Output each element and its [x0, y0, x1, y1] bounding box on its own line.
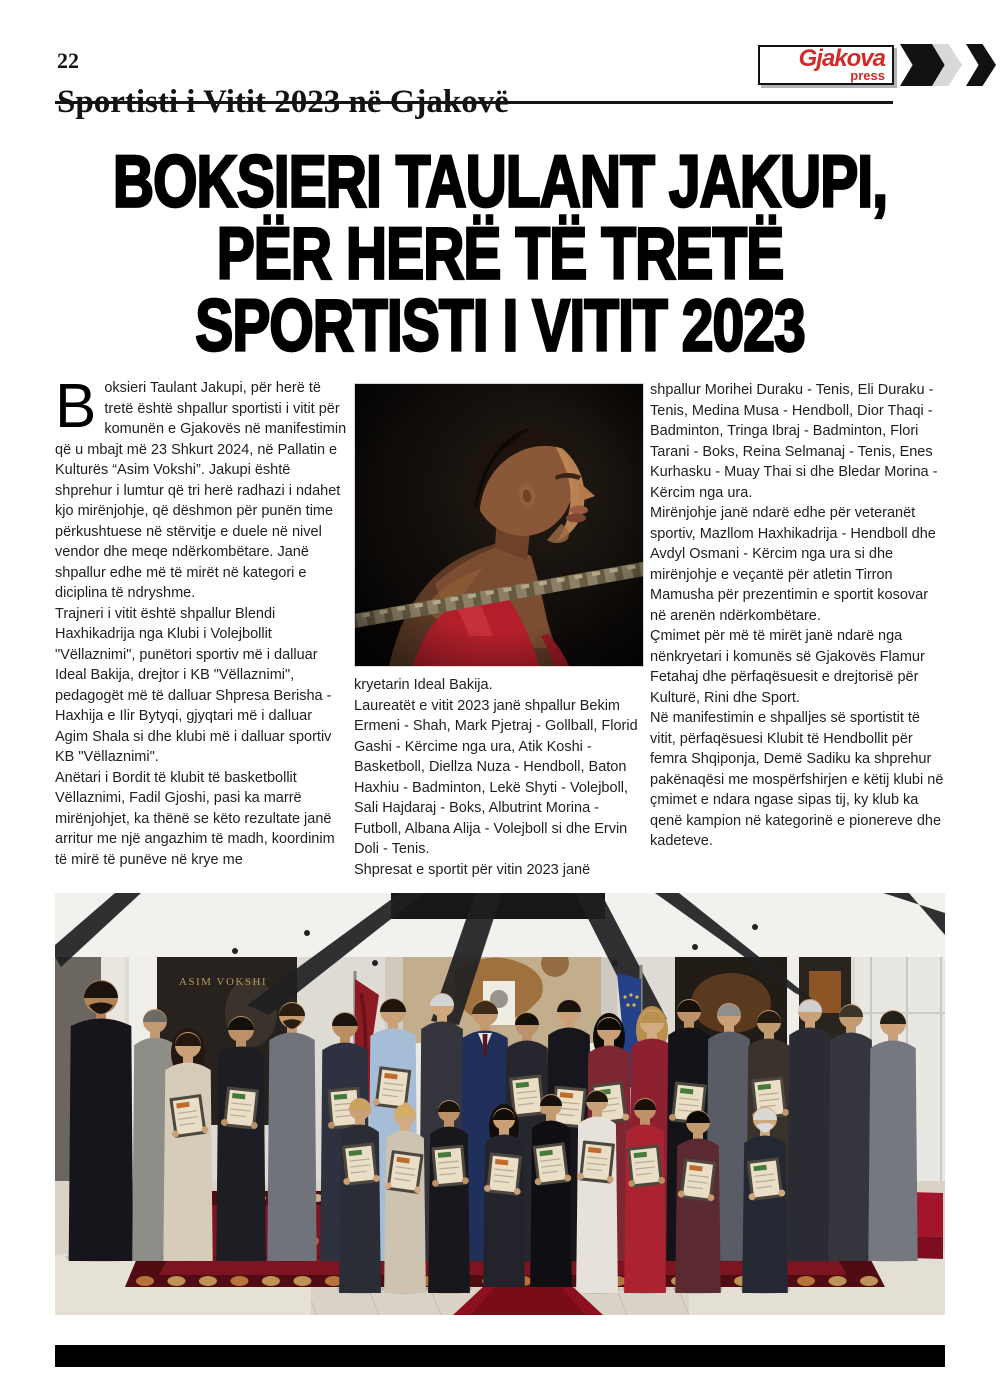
paragraph: kryetarin Ideal Bakija. — [354, 677, 493, 693]
drop-cap: B — [55, 372, 97, 441]
paragraph: Shpresat e sportit për vitin 2023 janë — [354, 861, 591, 878]
wall-panel-text: ASIM VOKSHI — [178, 976, 268, 988]
column-middle — [354, 383, 646, 880]
boxer-photo-illustration — [355, 384, 643, 666]
paragraph: Anëtari i Bordit të klubit të basketbollit Vëllaznimi, Fadil Gjoshi, pasi ka marrë mirënjohjet, ka thënë se këto rezultate janë arritur me një angazhim të madh, koordinim të mirë të punëve në krye me — [55, 769, 335, 868]
paragraph: Çmimet për më të mirët janë ndarë nga nënkryetari i komunës së Gjakovës Flamur Fetahaj dhe përfaqësuesit e drejtorisë për Kulturë, Rini dhe Sport. — [650, 628, 925, 706]
paragraph: Mirënjohje janë ndarë edhe për veteranët sportiv, Mazllom Haxhikadrija - Hendboll dhe Avdyl Osmani - Kërcim nga ura si dhe mirënjohje e veçantë për atletin Tirron Mamusha për prezentimin e sportit kosovar në arenën ndërkombëtare. — [650, 505, 936, 624]
back-row-person — [866, 1010, 921, 1262]
award-certificate — [625, 1144, 666, 1188]
logo-chevrons — [900, 44, 996, 86]
paragraph — [55, 372, 347, 604]
award-certificate — [429, 1144, 469, 1187]
paragraph: shpallur Morihei Duraku - Tenis, Eli Duraku - Tenis, Medina Musa - Hendboll, Dior Thaqi - Badminton, Tringa Ibraj - Badminton, Flori Tarani - Boks, Reina Selmanaj - Tenis, Enes Kurhasku - Muay Thai si dhe Bledar Morina - Kërcim nga ura. — [650, 382, 938, 501]
award-certificate — [484, 1152, 525, 1196]
paragraph: Trajneri i vitit është shpallur Blendi Haxhikadrija nga Klubi i Volejbollit "Vëllaznimi", punëtori sportiv më i dalluar Ideal Bakija, drejtor i KB "Vëllaznimi", pedagogët më të dalluar Shpresa Berisha - Haxhija e Ilir Bytyqi, gjyqtari më i dalluar Agim Shala si dhe klubi më i dalluar sportiv KB "Vëllaznimi". — [55, 605, 332, 765]
back-row-person — [826, 1004, 876, 1262]
award-ceremony-group-photo — [55, 893, 945, 1315]
title-line-1: BOKSIERI TAULANT JAKUPI, — [112, 140, 888, 223]
back-row-person — [265, 1002, 320, 1262]
article-title — [0, 140, 1000, 367]
column-left — [55, 372, 347, 870]
page-number: 22 — [57, 48, 79, 73]
chevron-right-icon — [966, 44, 996, 86]
gjakova-press-logo — [758, 45, 894, 85]
award-certificate — [577, 1140, 618, 1184]
back-row-person — [785, 999, 835, 1262]
logo-subtitle: press — [850, 68, 885, 83]
award-certificate — [340, 1142, 381, 1186]
award-certificate — [221, 1086, 262, 1130]
paragraph: Në manifestimin e shpalljes së sportistit të vitit, përfaqësuesi Klubit të Hendbollit për femra Shqiponja, Demë Sadiku ka shprehur pakënaqësi me mospërfshirjen e këtij klubi në çmimet e ndara ngase sipas tij, ky klub ka qenë kampion në kategorinë e pionereve dhe kadeteve. — [650, 710, 944, 849]
column-right — [650, 380, 944, 852]
logo-name: Gjakova — [798, 45, 885, 72]
boxer-photo — [354, 383, 644, 667]
title-line-2: PËR HERË TË TRETË — [216, 212, 784, 295]
section-kicker: Sportisti i Vitit 2023 në Gjakovë — [57, 84, 509, 120]
title-line-3: SPORTISTI I VITIT 2023 — [195, 284, 805, 367]
paragraph: Laureatët e vitit 2023 janë shpallur Bekim Ermeni - Shah, Mark Pjetraj - Gollball, Florid Gashi - Kërcime nga ura, Atik Koshi - Basketboll, Diellza Nuza - Hendboll, Baton Haxhiu - Badminton, Lekë Shyti - Volejboll, Sali Hajdaraj - Boks, Albutrint Morina - Futboll, Albana Alija - Volejboll si dhe Ervin Doli - Tenis. — [354, 697, 638, 857]
bottom-bar — [55, 1345, 945, 1367]
paragraph-text: oksieri Taulant Jakupi, për herë të tretë është shpallur sportisti i vitit për komunën e Gjakovës në manifestimin që u mbajt më 23 Shkurt 2024, në Pallatin e Kulturës “Asim Vokshi”. Jakupi është shprehur i lumtur që tri herë radhazi i ndahet kjo mirënjohje, që dëshmon për punën time përkushtuese në stërvitje e duele në nivel vendor dhe meqe ndërkombëtare. Janë shpallur edhe më të mirët në kategori e diciplina të ndryshme. — [55, 380, 347, 601]
back-row-person — [214, 1016, 269, 1262]
